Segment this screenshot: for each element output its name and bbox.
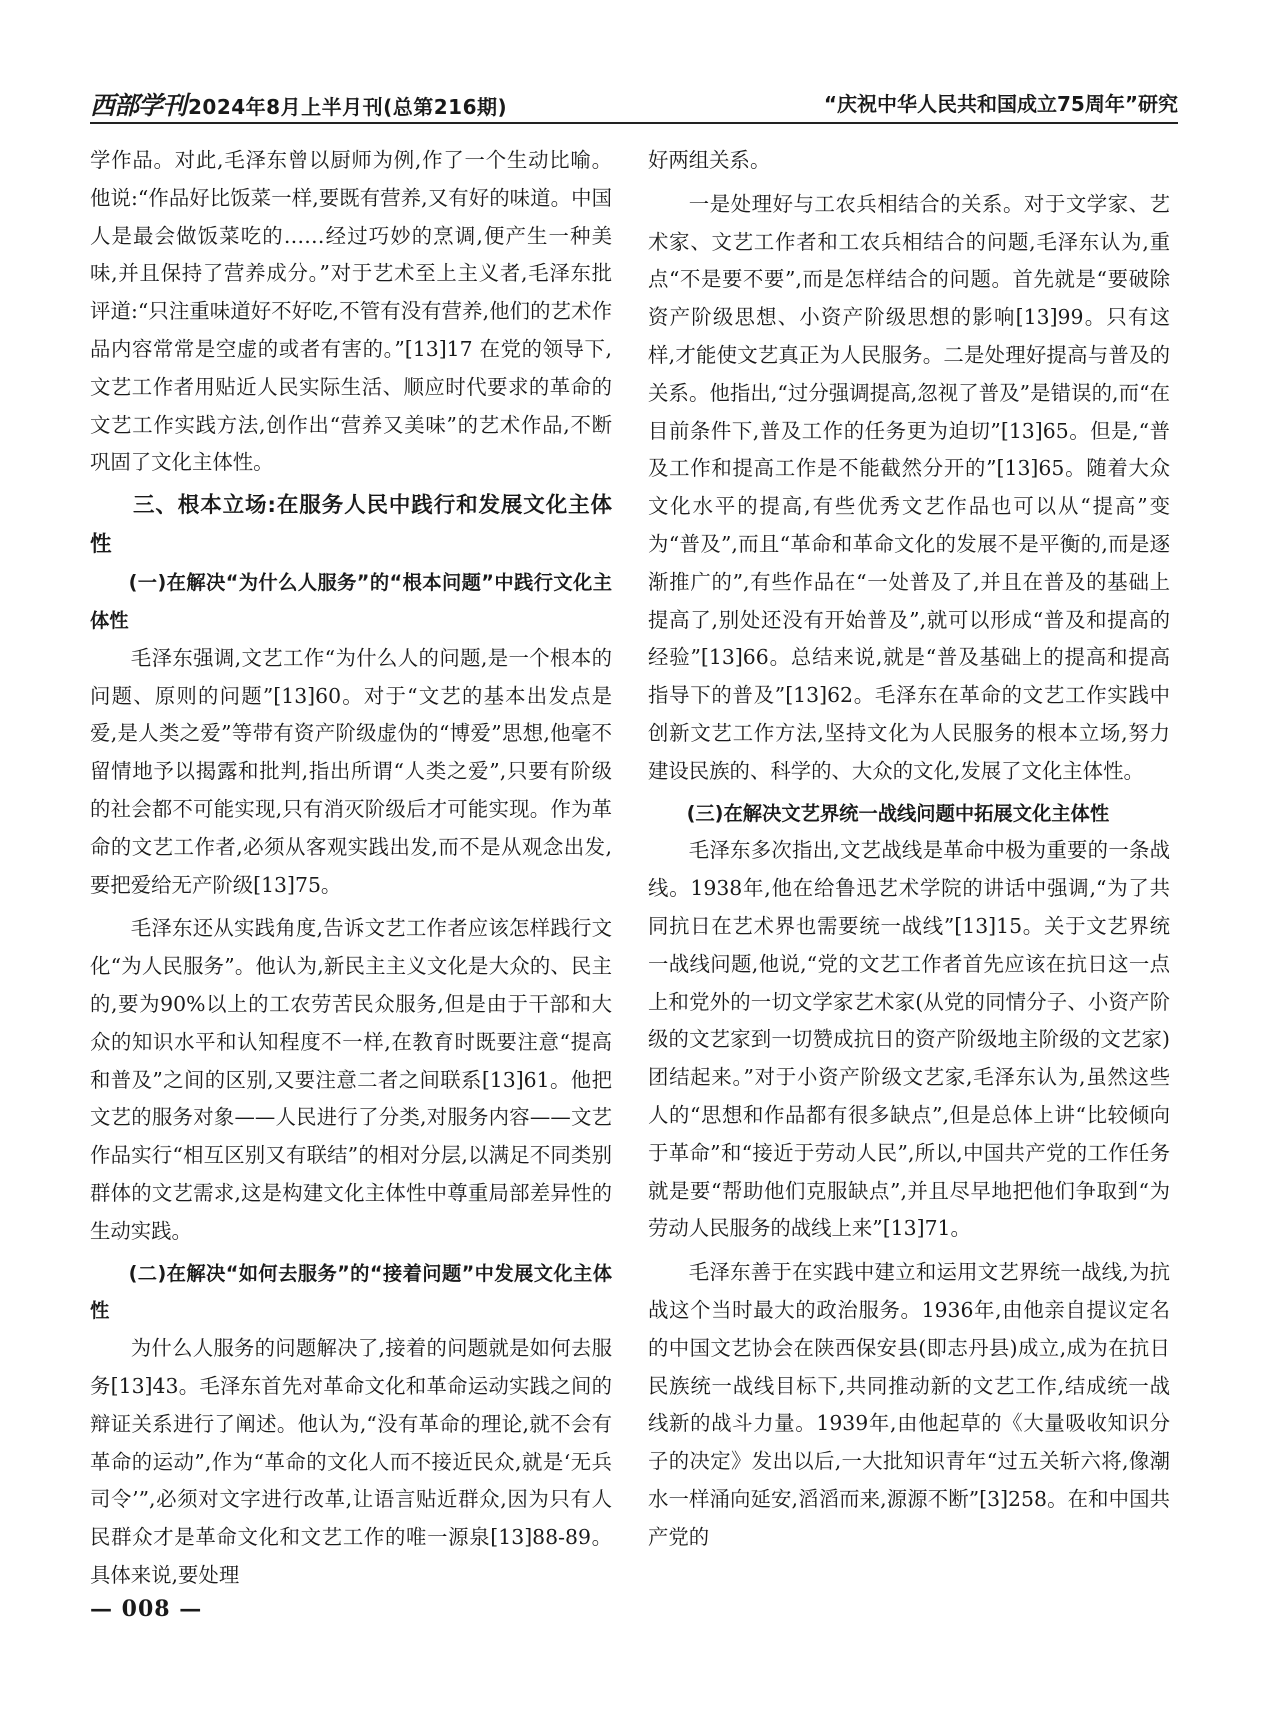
- paragraph: 为什么人服务的问题解决了,接着的问题就是如何去服务[13]43。毛泽东首先对革命文化和革命运动实践之间的辩证关系进行了阐述。他认为,“没有革命的理论,就不会有革命的运动”,作为“革命的文化人而不接近民众,就是‘无兵司令’”,必须对文字进行改革,让语言贴近群众,因为只有人民群众才是革命文化和文艺工作的唯一源泉[13]88-89。具体来说,要处理: [90, 1336, 612, 1587]
- journal-logo: 西部学刊: [90, 91, 187, 120]
- page-number: — 008 —: [90, 1596, 203, 1622]
- section-title: “庆祝中华人民共和国成立75周年”研究: [823, 92, 1178, 116]
- subsection-heading: (三)在解决文艺界统一战线问题中拓展文化主体性: [686, 801, 1110, 825]
- running-header: [90, 82, 1178, 124]
- paragraph: 毛泽东还从实践角度,告诉文艺工作者应该怎样践行文化“为人民服务”。他认为,新民主主义文化是大众的、民主的,要为90%以上的工农劳苦民众服务,但是由于干部和大众的知识水平和认知程度不一样,在教育时既要注意“提高和普及”之间的区别,又要注意二者之间联系[13]61。他把文艺的服务对象——人民进行了分类,对服务内容——文艺作品实行“相互区别又有联结”的相对分层,以满足不同类别群体的文艺需求,这是构建文化主体性中尊重局部差异性的生动实践。: [90, 916, 612, 1243]
- paragraph: 毛泽东强调,文艺工作“为什么人的问题,是一个根本的问题、原则的问题”[13]60。对于“文艺的基本出发点是爱,是人类之爱”等带有资产阶级虚伪的“博爱”思想,他毫不留情地予以揭露和批判,指出所谓“人类之爱”,只要有阶级的社会都不可能实现,只有消灭阶级后才可能实现。作为革命的文艺工作者,必须从客观实践出发,而不是从观念出发,要把爱给无产阶级[13]75。: [90, 645, 612, 897]
- section-heading: 三、根本立场:在服务人民中践行和发展文化主体性: [90, 493, 612, 558]
- subsection-heading: (二)在解决“如何去服务”的“接着问题”中发展文化主体性: [90, 1261, 612, 1323]
- paragraph: 毛泽东善于在实践中建立和运用文艺界统一战线,为抗战这个当时最大的政治服务。1936年,由他亲自提议定名的中国文艺协会在陕西保安县(即志丹县)成立,成为在抗日民族统一战线目标下,共同推动新的文艺工作,结成统一战线新的战斗力量。1939年,由他起草的《大量吸收知识分子的决定》发出以后,一大批知识青年“过五关斩六将,像潮水一样涌向延安,滔滔而来,源源不断”[3]258。在和中国共产党的: [648, 1260, 1170, 1549]
- left-column: [90, 142, 612, 1595]
- issue-info: 2024年8月上半月刊(总第216期): [188, 95, 508, 119]
- paragraph: 一是处理好与工农兵相结合的关系。对于文学家、艺术家、文艺工作者和工农兵相结合的问题,毛泽东认为,重点“不是要不要”,而是怎样结合的问题。首先就是“要破除资产阶级思想、小资产阶级思想的影响[13]99。只有这样,才能使文艺真正为人民服务。二是处理好提高与普及的关系。他指出,“过分强调提高,忽视了普及”是错误的,而“在目前条件下,普及工作的任务更为迫切”[13]65。但是,“普及工作和提高工作是不能截然分开的”[13]65。随着大众文化水平的提高,有些优秀文艺作品也可以从“提高”变为“普及”,而且“革命和革命文化的发展不是平衡的,而是逐渐推广的”,有些作品在“一处普及了,并且在普及的基础上提高了,别处还没有开始普及”,就可以形成“普及和提高的经验”[13]66。总结来说,就是“普及基础上的提高和提高指导下的普及”[13]62。毛泽东在革命的文艺工作实践中创新文艺工作方法,坚持文化为人民服务的根本立场,努力建设民族的、科学的、大众的文化,发展了文化主体性。: [648, 191, 1170, 783]
- paragraph: 毛泽东多次指出,文艺战线是革命中极为重要的一条战线。1938年,他在给鲁迅艺术学院的讲话中强调,“为了共同抗日在艺术界也需要统一战线”[13]15。关于文艺界统一战线问题,他说,“党的文艺工作者首先应该在抗日这一点上和党外的一切文学家艺术家(从党的同情分子、小资产阶级的文艺家到一切赞成抗日的资产阶级地主阶级的文艺家)团结起来。”对于小资产阶级文艺家,毛泽东认为,虽然这些人的“思想和作品都有很多缺点”,但是总体上讲“比较倾向于革命”和“接近于劳动人民”,所以,中国共产党的工作任务就是要“帮助他们克服缺点”,并且尽早地把他们争取到“为劳动人民服务的战线上来”[13]71。: [648, 838, 1170, 1241]
- paragraph: 好两组关系。: [648, 148, 771, 172]
- paragraph: 学作品。对此,毛泽东曾以厨师为例,作了一个生动比喻。他说:“作品好比饭菜一样,要既有营养,又有好的味道。中国人是最会做饭菜吃的……经过巧妙的烹调,便产生一种美味,并且保持了营养成分。”对于艺术至上主义者,毛泽东批评道:“只注重味道好不好吃,不管有没有营养,他们的艺术作品内容常常是空虚的或者有害的。”[13]17 在党的领导下,文艺工作者用贴近人民实际生活、顺应时代要求的革命的文艺工作实践方法,创作出“营养又美味”的艺术作品,不断巩固了文化主体性。: [90, 148, 612, 475]
- subsection-heading: (一)在解决“为什么人服务”的“根本问题”中践行文化主体性: [90, 571, 612, 632]
- right-column: [648, 142, 1170, 1556]
- header-left: [90, 86, 507, 122]
